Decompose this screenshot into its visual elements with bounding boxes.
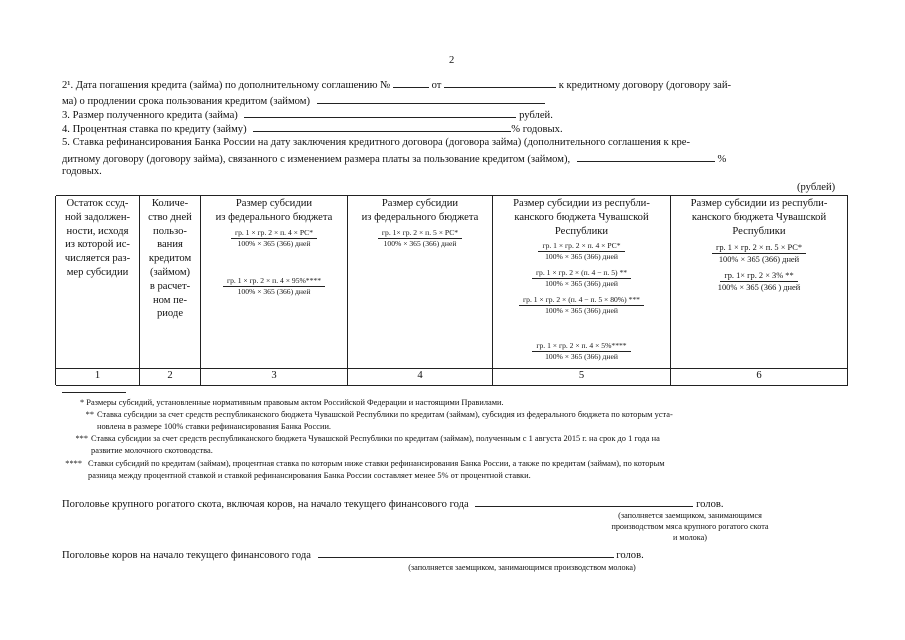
formula-col5-c: гр. 1 × гр. 2 × (п. 4 − п. 5 × 80%) *** 100% × 365 (366) дней	[493, 295, 670, 316]
cattle-count-blank[interactable]	[475, 496, 693, 507]
item-2-1-ot: от	[431, 80, 442, 91]
footnote-2-mark: **	[85, 410, 94, 419]
refinancing-rate-blank[interactable]	[577, 151, 715, 162]
col-number-4: 4	[417, 370, 423, 381]
cattle-label: Поголовье крупного рогатого скота, включая коров, на начало текущего финансового года	[62, 499, 469, 510]
footnote-1: * Размеры субсидий, установленные нормативным правовым актом Российской Федерации и настоящими Правилами.	[80, 398, 504, 407]
page-number: 2	[449, 55, 455, 66]
formula-col5-b: гр. 1 × гр. 2 × (п. 4 − п. 5) ** 100% × 365 (366) дней	[493, 268, 670, 289]
formula-col5-a: гр. 1 × гр. 2 × п. 4 × РС* 100% × 365 (366) дней	[493, 241, 670, 262]
header-col6: Размер субсидии из республи- канского бюджета Чувашской Республики	[690, 198, 828, 237]
formula-col5-d: гр. 1 × гр. 2 × п. 4 × 5%**** 100% × 365 (366) дней	[493, 341, 670, 362]
cows-count-blank[interactable]	[318, 547, 614, 558]
loan-amount-blank[interactable]	[244, 107, 516, 118]
cattle-unit: голов.	[696, 499, 724, 510]
header-col4: Размер субсидии из федерального бюджета	[361, 198, 479, 223]
header-col2: Количе- ство дней пользо- вания кредитом (займом) в расчет- ном пе- риоде	[148, 198, 192, 320]
col-number-5: 5	[578, 370, 585, 381]
item-3-text: 3. Размер полученного кредита (займа)	[62, 110, 238, 121]
subsidy-table	[56, 195, 848, 386]
item-5-line2	[62, 151, 726, 167]
item-2-1-text2: ма) о продлении срока пользования кредитом (займом)	[62, 96, 310, 107]
footnote-4-line1: Ставки субсидий по кредитам (займам), процентная ставка по которым ниже ставки рефинансирования Банка России, а также по кредитам (займам), по которым	[88, 459, 665, 468]
footnote-2-line1: Ставка субсидии за счет средств республиканского бюджета Чувашской Республики по кредитам (займам), субсидия из федерального бюджета по которым уста-	[97, 410, 673, 419]
item-4-line	[62, 121, 563, 137]
agreement-date-blank[interactable]	[444, 77, 556, 88]
header-col5: Размер субсидии из республи- канского бюджета Чувашской Республики	[513, 198, 650, 237]
footnote-3-mark: ***	[75, 434, 88, 443]
formula-col6-b: гр. 1× гр. 2 × 3% ** 100% × 365 (366 ) дней	[717, 271, 801, 292]
item-5-line1: 5. Ставка рефинансирования Банка России на дату заключения кредитного договора (договора займа) (дополнительного соглашения к кре-	[62, 137, 691, 148]
formula-col3-b: гр. 1 × гр. 2 × п. 4 × 95%**** 100% × 365 (366) дней	[201, 276, 347, 297]
item-4-tail: % годовых.	[511, 124, 563, 135]
col-number-1: 1	[94, 370, 101, 381]
cows-line	[62, 547, 644, 563]
col-number-3: 3	[271, 370, 277, 381]
item-5-tail: %	[717, 154, 727, 165]
footnote-3-line1: Ставка субсидии за счет средств республиканского бюджета Чувашской Республики по кредитам (займам), полученным с 1 августа 2015 г. на срок до 1 года на	[91, 434, 660, 443]
footnote-4-line2: разница между процентной ставкой и ставкой рефинансирования Банка России составляет менее 5% от процентной ставки.	[88, 471, 531, 480]
item-5-text2: дитному договору (договору займа), связанного с изменением размера платы за пользование кредитом (займом),	[62, 154, 571, 165]
header-col3: Размер субсидии из федерального бюджета	[215, 198, 333, 223]
item-2-1-text: 2¹. Дата погашения кредита (займа) по дополнительному соглашению №	[62, 80, 391, 91]
cows-note: (заполняется заемщиком, занимающимся производством молока)	[408, 563, 636, 572]
item-2-1-tail: к кредитному договору (договору зай-	[558, 80, 732, 91]
formula-col3-a: гр. 1 × гр. 2 × п. 4 × РС* 100% × 365 (366) дней	[201, 228, 347, 249]
agreement-number-blank[interactable]	[393, 77, 429, 88]
col-number-2: 2	[167, 370, 173, 381]
footnote-4-mark: ****	[65, 459, 82, 468]
cows-label: Поголовье коров на начало текущего финансового года	[62, 550, 311, 561]
cows-unit: голов.	[616, 550, 644, 561]
header-col1: Остаток ссуд- ной задолжен- ности, исходя из которой ис- числяется раз- мер субсидии	[64, 198, 131, 278]
col-number-6: 6	[756, 370, 762, 381]
formula-col6-a: гр. 1 × гр. 2 × п. 5 × РС* 100% × 365 (366) дней	[671, 242, 847, 265]
item-5-line3: годовых.	[62, 166, 102, 177]
footnote-3-line2: развитие молочного скотоводства.	[91, 446, 213, 455]
item-3-tail: рублей.	[519, 110, 553, 121]
cattle-note: (заполняется заемщиком, занимающимся производством мяса крупного рогатого скота и молока)	[611, 511, 769, 542]
item-4-text: 4. Процентная ставка по кредиту (займу)	[62, 124, 247, 135]
footnote-2-line2: новлена в размере 100% ставки рефинансирования Банка России.	[97, 422, 332, 431]
units-label: (рублей)	[797, 182, 836, 193]
item-2-1-line	[62, 77, 731, 93]
repayment-date-blank[interactable]	[317, 93, 545, 104]
footnote-separator	[62, 392, 126, 393]
formula-col4: гр. 1× гр. 2 × п. 5 × РС* 100% × 365 (366) дней	[348, 228, 492, 249]
interest-rate-blank[interactable]	[253, 121, 511, 132]
